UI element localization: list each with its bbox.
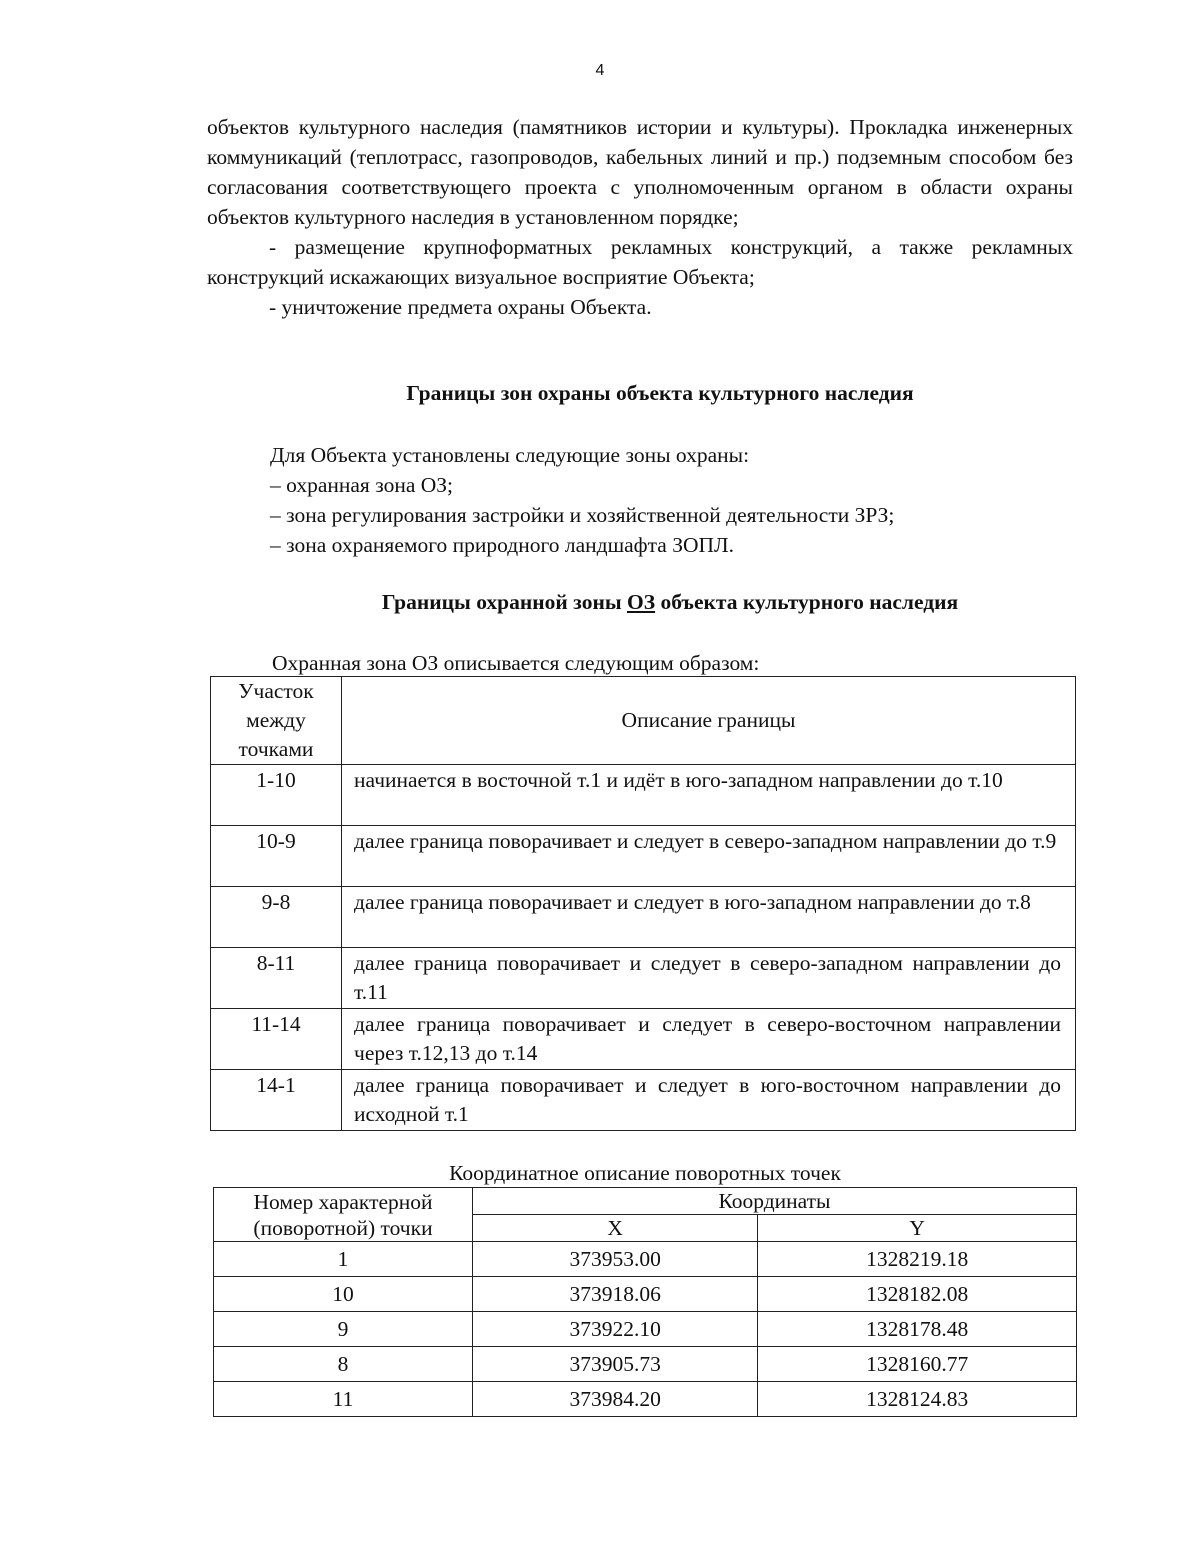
x-cell: 373918.06 (473, 1277, 758, 1312)
table-row (211, 887, 1076, 948)
heading-oz-text: объекта культурного наследия (655, 590, 959, 614)
x-cell: 373953.00 (473, 1242, 758, 1277)
description-cell: далее граница поворачивает и следует в юго-западном направлении до т.8 (342, 887, 1076, 948)
point-cell: 1 (214, 1242, 473, 1277)
segment-cell: 14-1 (211, 1070, 342, 1131)
x-header: X (473, 1215, 758, 1242)
intro-text (207, 112, 1073, 322)
table-row (214, 1312, 1077, 1347)
y-header: Y (758, 1215, 1077, 1242)
description-cell: далее граница поворачивает и следует в юго-восточном направлении до исходной т.1 (342, 1070, 1076, 1131)
segment-header-line: между (246, 708, 306, 732)
segment-header-line: Участок (238, 679, 314, 703)
y-cell: 1328219.18 (758, 1242, 1077, 1277)
point-number-header (214, 1188, 473, 1242)
heading-protection-zones: Границы зон охраны объекта культурного наследия (406, 381, 914, 405)
point-cell: 10 (214, 1277, 473, 1312)
zones-intro: Для Объекта установлены следующие зоны охраны: (270, 443, 750, 467)
coords-table-caption: Координатное описание поворотных точек (449, 1161, 841, 1185)
segment-cell: 9-8 (211, 887, 342, 948)
segment-cell: 8-11 (211, 948, 342, 1009)
segment-header (211, 677, 342, 765)
zone-item: – зона охраняемого природного ландшафта ЗОПЛ. (270, 533, 734, 557)
boundary-table-header (211, 677, 1076, 765)
point-cell: 11 (214, 1382, 473, 1417)
description-header: Описание границы (342, 677, 1076, 765)
segment-header-line: точками (238, 737, 314, 761)
point-cell: 9 (214, 1312, 473, 1347)
intro-paragraph: - размещение крупноформатных рекламных конструкций, а также рекламных конструкций искажающих визуальное восприятие Объекта; (207, 235, 1073, 289)
table-row (214, 1347, 1077, 1382)
description-cell: далее граница поворачивает и следует в северо-западном направлении до т.9 (342, 826, 1076, 887)
segment-cell: 10-9 (211, 826, 342, 887)
heading-oz-text: Границы охранной зоны (381, 590, 627, 614)
table-row (214, 1242, 1077, 1277)
coordinates-header: Координаты (473, 1188, 1077, 1215)
heading-oz-boundaries (255, 590, 1085, 615)
intro-paragraph: - уничтожение предмета охраны Объекта. (269, 295, 652, 319)
description-cell: далее граница поворачивает и следует в северо-восточном направлении через т.12,13 до т.14 (342, 1009, 1076, 1070)
y-cell: 1328160.77 (758, 1347, 1077, 1382)
description-cell: начинается в восточной т.1 и идёт в юго-западном направлении до т.10 (342, 765, 1076, 826)
table-row (214, 1277, 1077, 1312)
oz-table-caption: Охранная зона ОЗ описывается следующим образом: (272, 651, 760, 675)
heading-oz-abbr: ОЗ (627, 590, 656, 614)
table-row (211, 1009, 1076, 1070)
point-header-line: (поворотной) точки (253, 1215, 433, 1240)
page-number: 4 (595, 62, 605, 79)
x-cell: 373984.20 (473, 1382, 758, 1417)
x-cell: 373905.73 (473, 1347, 758, 1382)
coords-header-row (214, 1188, 1077, 1215)
y-cell: 1328182.08 (758, 1277, 1077, 1312)
description-cell: далее граница поворачивает и следует в северо-западном направлении до т.11 (342, 948, 1076, 1009)
intro-paragraph: объектов культурного наследия (памятников истории и культуры). Прокладка инженерных коммуникаций (теплотрасс, газопроводов, кабельных линий и пр.) подземным способом без согласования соответствующего проекта с уполномоченным органом в области охраны объектов культурного наследия в установленном порядке; (207, 115, 1073, 229)
zones-list (270, 440, 1070, 560)
y-cell: 1328178.48 (758, 1312, 1077, 1347)
table-row (211, 765, 1076, 826)
table-row (211, 826, 1076, 887)
y-cell: 1328124.83 (758, 1382, 1077, 1417)
segment-cell: 11-14 (211, 1009, 342, 1070)
point-cell: 8 (214, 1347, 473, 1382)
zone-item: – охранная зона ОЗ; (270, 473, 454, 497)
point-header-line: Номер характерной (253, 1189, 433, 1214)
table-row (214, 1382, 1077, 1417)
table-row (211, 1070, 1076, 1131)
segment-cell: 1-10 (211, 765, 342, 826)
boundary-table (210, 676, 1076, 1131)
table-row (211, 948, 1076, 1009)
zone-item: – зона регулирования застройки и хозяйственной деятельности ЗРЗ; (270, 503, 895, 527)
coordinates-table (213, 1187, 1077, 1417)
x-cell: 373922.10 (473, 1312, 758, 1347)
